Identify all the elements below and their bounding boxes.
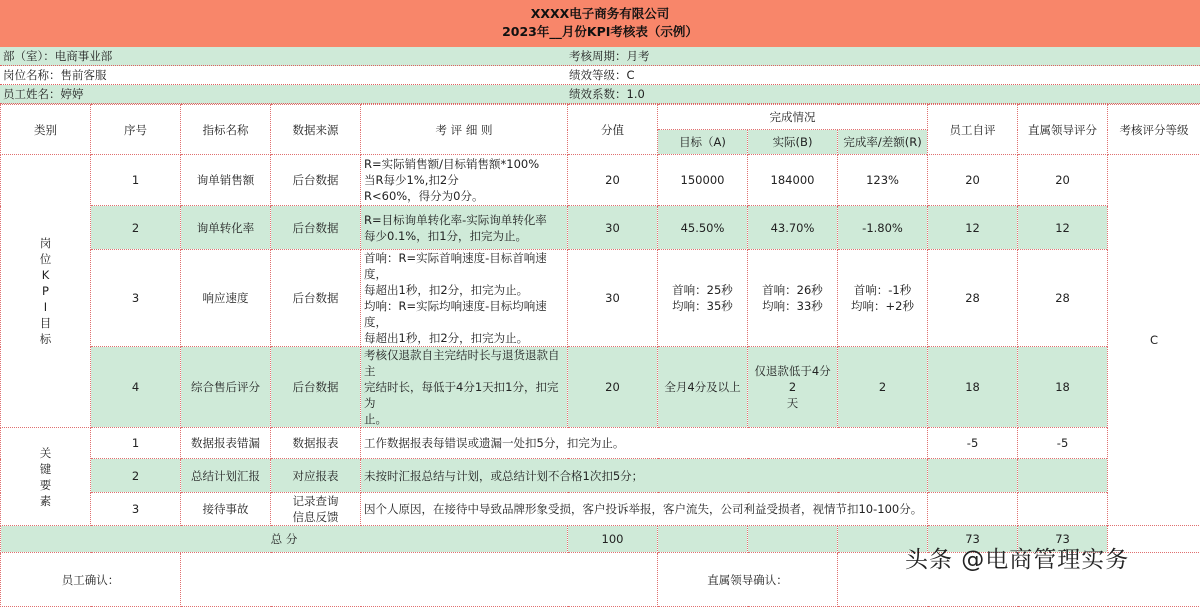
info-row-position — [0, 66, 1200, 85]
row-no: 2 — [91, 459, 181, 493]
col-actual: 实际(B) — [748, 130, 838, 155]
row-detail: 首响：R=实际首响速度-目标首响速度， 每超出1秒，扣2分，扣完为止。 均响：R=实际均响速度-目标均响速度， 每超出1秒，扣2分，扣完为止。 — [361, 250, 568, 347]
row-rate: 123% — [838, 155, 928, 206]
col-indicator: 指标名称 — [181, 105, 271, 155]
title-bar — [0, 0, 1200, 47]
row-score: 20 — [568, 347, 658, 428]
row-self: 28 — [928, 250, 1018, 347]
row-self: 18 — [928, 347, 1018, 428]
employee-sign-area[interactable] — [181, 553, 658, 607]
row-self — [928, 459, 1018, 493]
row-source: 对应报表 — [271, 459, 361, 493]
group-key-label: 关 键 要 素 — [1, 428, 91, 526]
position-label: 岗位名称：售前客服 — [3, 66, 107, 85]
table-row — [1, 428, 1200, 459]
row-detail: 因个人原因，在接待中导致品牌形象受损，客户投诉举报，客户流失，公司利益受损者，视情节扣10-100分。 — [361, 493, 928, 526]
row-target: 首响：25秒 均响：35秒 — [658, 250, 748, 347]
col-target: 目标（A) — [658, 130, 748, 155]
row-actual: 仅退款低于4分2 天 — [748, 347, 838, 428]
row-source: 数据报表 — [271, 428, 361, 459]
employee-label: 员工姓名：婷婷 — [3, 85, 84, 104]
row-indicator: 响应速度 — [181, 250, 271, 347]
row-actual: 43.70% — [748, 206, 838, 250]
table-row — [1, 459, 1200, 493]
total-label: 总 分 — [1, 526, 568, 553]
col-leader: 直属领导评分 — [1018, 105, 1108, 155]
row-rate: 首响：-1秒 均响：+2秒 — [838, 250, 928, 347]
row-score: 20 — [568, 155, 658, 206]
col-self: 员工自评 — [928, 105, 1018, 155]
row-leader — [1018, 459, 1108, 493]
table-row — [1, 206, 1200, 250]
row-detail: 未按时汇报总结与计划，或总结计划不合格1次扣5分； — [361, 459, 928, 493]
row-actual: 首响：26秒 均响：33秒 — [748, 250, 838, 347]
grade-label: 绩效等级：C — [569, 66, 635, 85]
leader-confirm: 直属领导确认： — [658, 553, 838, 607]
row-target: 全月4分及以上 — [658, 347, 748, 428]
total-empty — [748, 526, 838, 553]
row-leader: 20 — [1018, 155, 1108, 206]
row-detail: 考核仅退款自主完结时长与退货退款自主 完结时长，每低于4分1天扣1分，扣完为 止。 — [361, 347, 568, 428]
row-no: 3 — [91, 493, 181, 526]
total-empty — [658, 526, 748, 553]
level-value: C — [1108, 155, 1200, 526]
col-level: 考核评分等级 — [1108, 105, 1200, 155]
row-leader: 28 — [1018, 250, 1108, 347]
row-leader — [1018, 493, 1108, 526]
row-self: -5 — [928, 428, 1018, 459]
col-score: 分值 — [568, 105, 658, 155]
row-source: 后台数据 — [271, 347, 361, 428]
row-indicator: 询单销售额 — [181, 155, 271, 206]
table-row — [1, 250, 1200, 347]
period-label: 考核周期：月考 — [569, 47, 650, 66]
col-no: 序号 — [91, 105, 181, 155]
employee-confirm: 员工确认： — [1, 553, 181, 607]
col-completion: 完成情况 — [658, 105, 928, 130]
row-source: 后台数据 — [271, 155, 361, 206]
col-category: 类别 — [1, 105, 91, 155]
row-indicator: 综合售后评分 — [181, 347, 271, 428]
row-rate: 2 — [838, 347, 928, 428]
row-indicator: 数据报表错漏 — [181, 428, 271, 459]
row-detail: R=目标询单转化率-实际询单转化率 每少0.1%，扣1分，扣完为止。 — [361, 206, 568, 250]
info-row-employee — [0, 85, 1200, 104]
row-source: 后台数据 — [271, 250, 361, 347]
total-score: 100 — [568, 526, 658, 553]
table-row — [1, 155, 1200, 206]
group-kpi-label: 岗 位 K P I 目 标 — [1, 155, 91, 428]
row-no: 4 — [91, 347, 181, 428]
row-source: 记录查询 信息反馈 — [271, 493, 361, 526]
total-self: 73 — [928, 526, 1018, 553]
row-score: 30 — [568, 206, 658, 250]
header-row-1 — [1, 105, 1200, 130]
row-detail: 工作数据报表每错误或遗漏一处扣5分，扣完为止。 — [361, 428, 928, 459]
row-indicator: 接待事故 — [181, 493, 271, 526]
company-name: XXXX电子商务有限公司 — [0, 5, 1200, 23]
row-self: 12 — [928, 206, 1018, 250]
col-detail: 考 评 细 则 — [361, 105, 568, 155]
sheet-title: 2023年__月份KPI考核表（示例） — [0, 23, 1200, 41]
row-self — [928, 493, 1018, 526]
coef-label: 绩效系数：1.0 — [569, 85, 645, 104]
row-leader: 18 — [1018, 347, 1108, 428]
col-source: 数据来源 — [271, 105, 361, 155]
table-row — [1, 493, 1200, 526]
row-score: 30 — [568, 250, 658, 347]
row-indicator: 总结计划汇报 — [181, 459, 271, 493]
row-no: 1 — [91, 428, 181, 459]
row-self: 20 — [928, 155, 1018, 206]
info-row-dept — [0, 47, 1200, 66]
row-leader: -5 — [1018, 428, 1108, 459]
row-target: 45.50% — [658, 206, 748, 250]
watermark: 头条 @电商管理实务 — [905, 541, 1129, 574]
row-leader: 12 — [1018, 206, 1108, 250]
dept-label: 部（室）：电商事业部 — [3, 47, 112, 66]
row-indicator: 询单转化率 — [181, 206, 271, 250]
row-no: 1 — [91, 155, 181, 206]
row-target: 150000 — [658, 155, 748, 206]
row-detail: R=实际销售额/目标销售额*100% 当R每少1%,扣2分 R<60%，得分为0分。 — [361, 155, 568, 206]
kpi-table — [0, 104, 1200, 607]
col-rate: 完成率/差额(R) — [838, 130, 928, 155]
row-source: 后台数据 — [271, 206, 361, 250]
row-no: 2 — [91, 206, 181, 250]
total-leader: 73 — [1018, 526, 1108, 553]
row-actual: 184000 — [748, 155, 838, 206]
table-row — [1, 347, 1200, 428]
row-no: 3 — [91, 250, 181, 347]
row-rate: -1.80% — [838, 206, 928, 250]
